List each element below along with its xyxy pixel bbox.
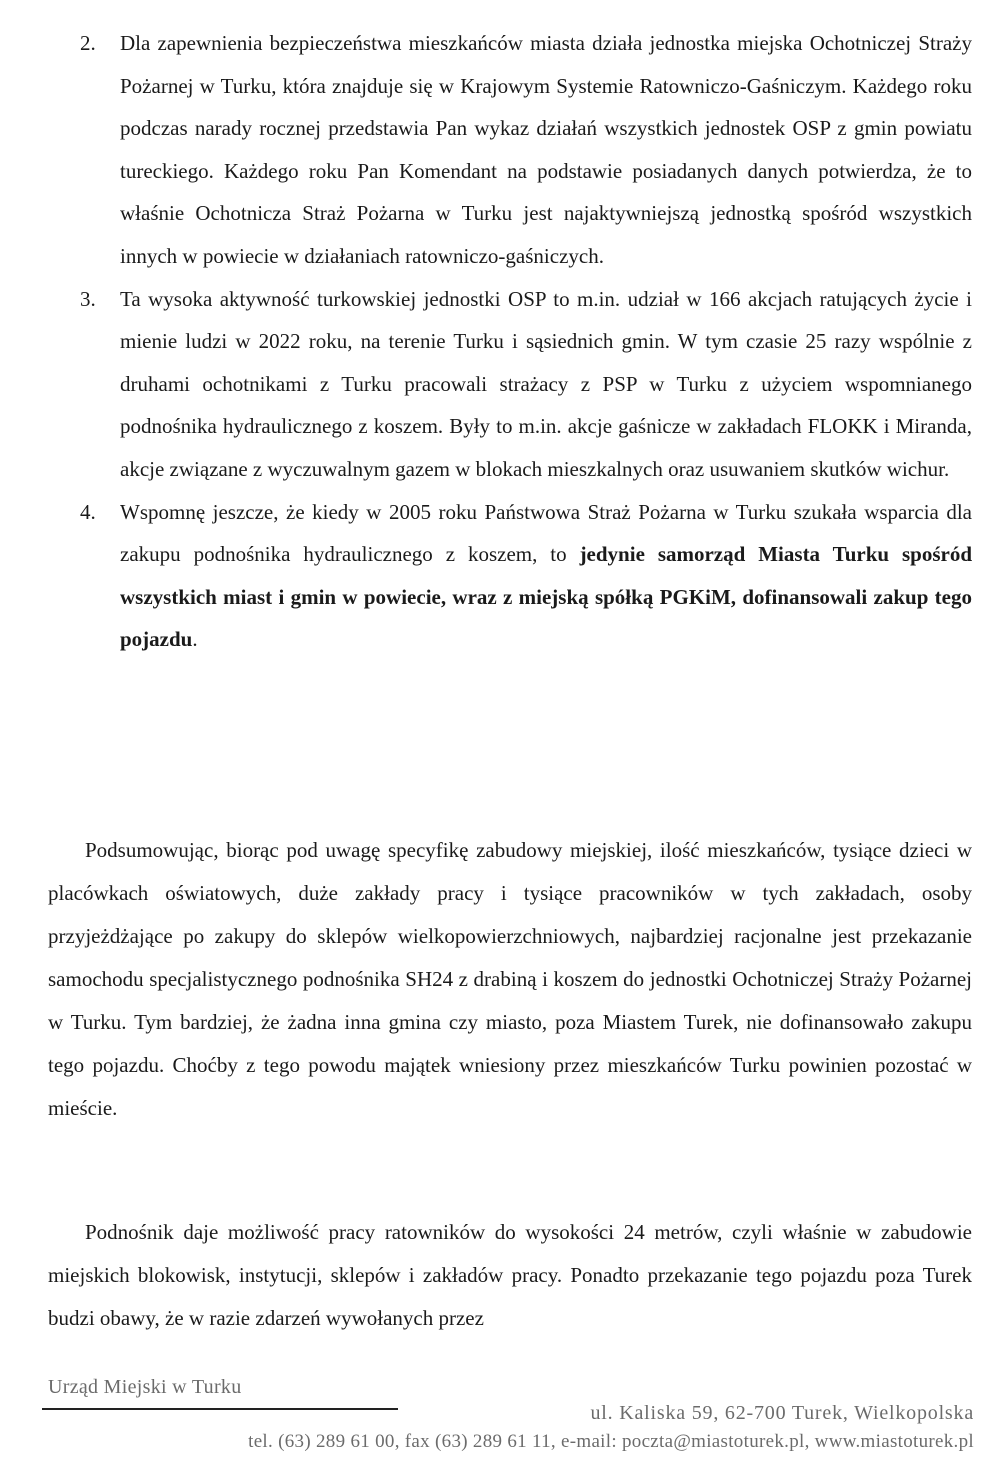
list-item-bold-text: jedynie samorząd Miasta Turku spośród wszystkich miast i gmin w powiecie, wraz z miejską spółką PGKiM, dofinansowali zakup tego pojazdu bbox=[120, 542, 973, 652]
list-item-2 bbox=[80, 22, 972, 278]
list-item-number: 4. bbox=[80, 499, 96, 524]
list-item-3 bbox=[80, 278, 972, 491]
list-item-text-end: . bbox=[192, 627, 198, 652]
footer-office-name: Urząd Miejski w Turku bbox=[48, 1376, 242, 1398]
list-item-text: Dla zapewnienia bezpieczeństwa mieszkańców miasta działa jednostka miejska Ochotniczej Straży Pożarnej w Turku, która znajduje się w Krajowym Systemie Ratowniczo-Gaśniczym. Każdego roku podczas narady rocznej przedstawia Pan wykaz działań wszystkich jednostek OSP z gmin powiatu tureckiego. Każdego roku Pan Komendant na podstawie posiadanych danych potwierdza, że to właśnie Ochotnicza Straż Pożarna w Turku jest najaktywniejszą jednostką spośród wszystkich innych w powiecie w działaniach ratowniczo-gaśniczych. bbox=[120, 31, 972, 268]
footer-divider bbox=[42, 1408, 398, 1410]
list-item-number: 3. bbox=[80, 286, 96, 311]
list-item-text: Wspomnę jeszcze, że kiedy w 2005 roku Państwowa Straż Pożarna w Turku szukała wsparcia dla zakupu podnośnika hydraulicznego z koszem, to bbox=[120, 499, 972, 567]
footer-address: ul. Kaliska 59, 62-700 Turek, Wielkopolska bbox=[590, 1402, 974, 1424]
numbered-list bbox=[80, 22, 972, 661]
footer-contact: tel. (63) 289 61 00, fax (63) 289 61 11, e-mail: poczta@miastoturek.pl, www.miastoturek.pl bbox=[248, 1431, 974, 1452]
list-item-number: 2. bbox=[80, 31, 96, 55]
list-item-text: Ta wysoka aktywność turkowskiej jednostki OSP to m.in. udział w 166 akcjach ratujących życie i mienie ludzi w 2022 roku, na terenie Turku i sąsiednich gmin. W tym czasie 25 razy wspólnie z druhami ochotnikami z Turku pracowali strażacy z PSP w Turku z użyciem wspomnianego podnośnika hydraulicznego z koszem. Były to m.in. akcje gaśnicze w zakładach FLOKK i Miranda, akcje związane z wyczuwalnym gazem w blokach mieszkalnych oraz usuwaniem skutków wichur. bbox=[120, 286, 972, 481]
summary-paragraph: Podsumowując, biorąc pod uwagę specyfikę zabudowy miejskiej, ilość mieszkańców, tysiące dzieci w placówkach oświatowych, duże zakłady pracy i tysiące pracowników w tych zakładach, osoby przyjeżdżające po zakupy do sklepów wielkopowierzchniowych, najbardziej racjonalne jest przekazanie samochodu specjalistycznego podnośnika SH24 z drabiną i koszem do jednostki Ochotniczej Straży Pożarnej w Turku. Tym bardziej, że żadna inna gmina czy miasto, poza Miastem Turek, nie dofinansowało zakupu tego pojazdu. Choćby z tego powodu majątek wniesiony przez mieszkańców Turku powinien pozostać w mieście. bbox=[48, 838, 972, 1120]
list-item-4 bbox=[80, 491, 972, 661]
lift-paragraph: Podnośnik daje możliwość pracy ratowników do wysokości 24 metrów, czyli właśnie w zabudowie miejskich blokowisk, instytucji, sklepów i zakładów pracy. Ponadto przekazanie tego pojazdu poza Turek budzi obawy, że w razie zdarzeń wywołanych przez bbox=[48, 1220, 972, 1330]
